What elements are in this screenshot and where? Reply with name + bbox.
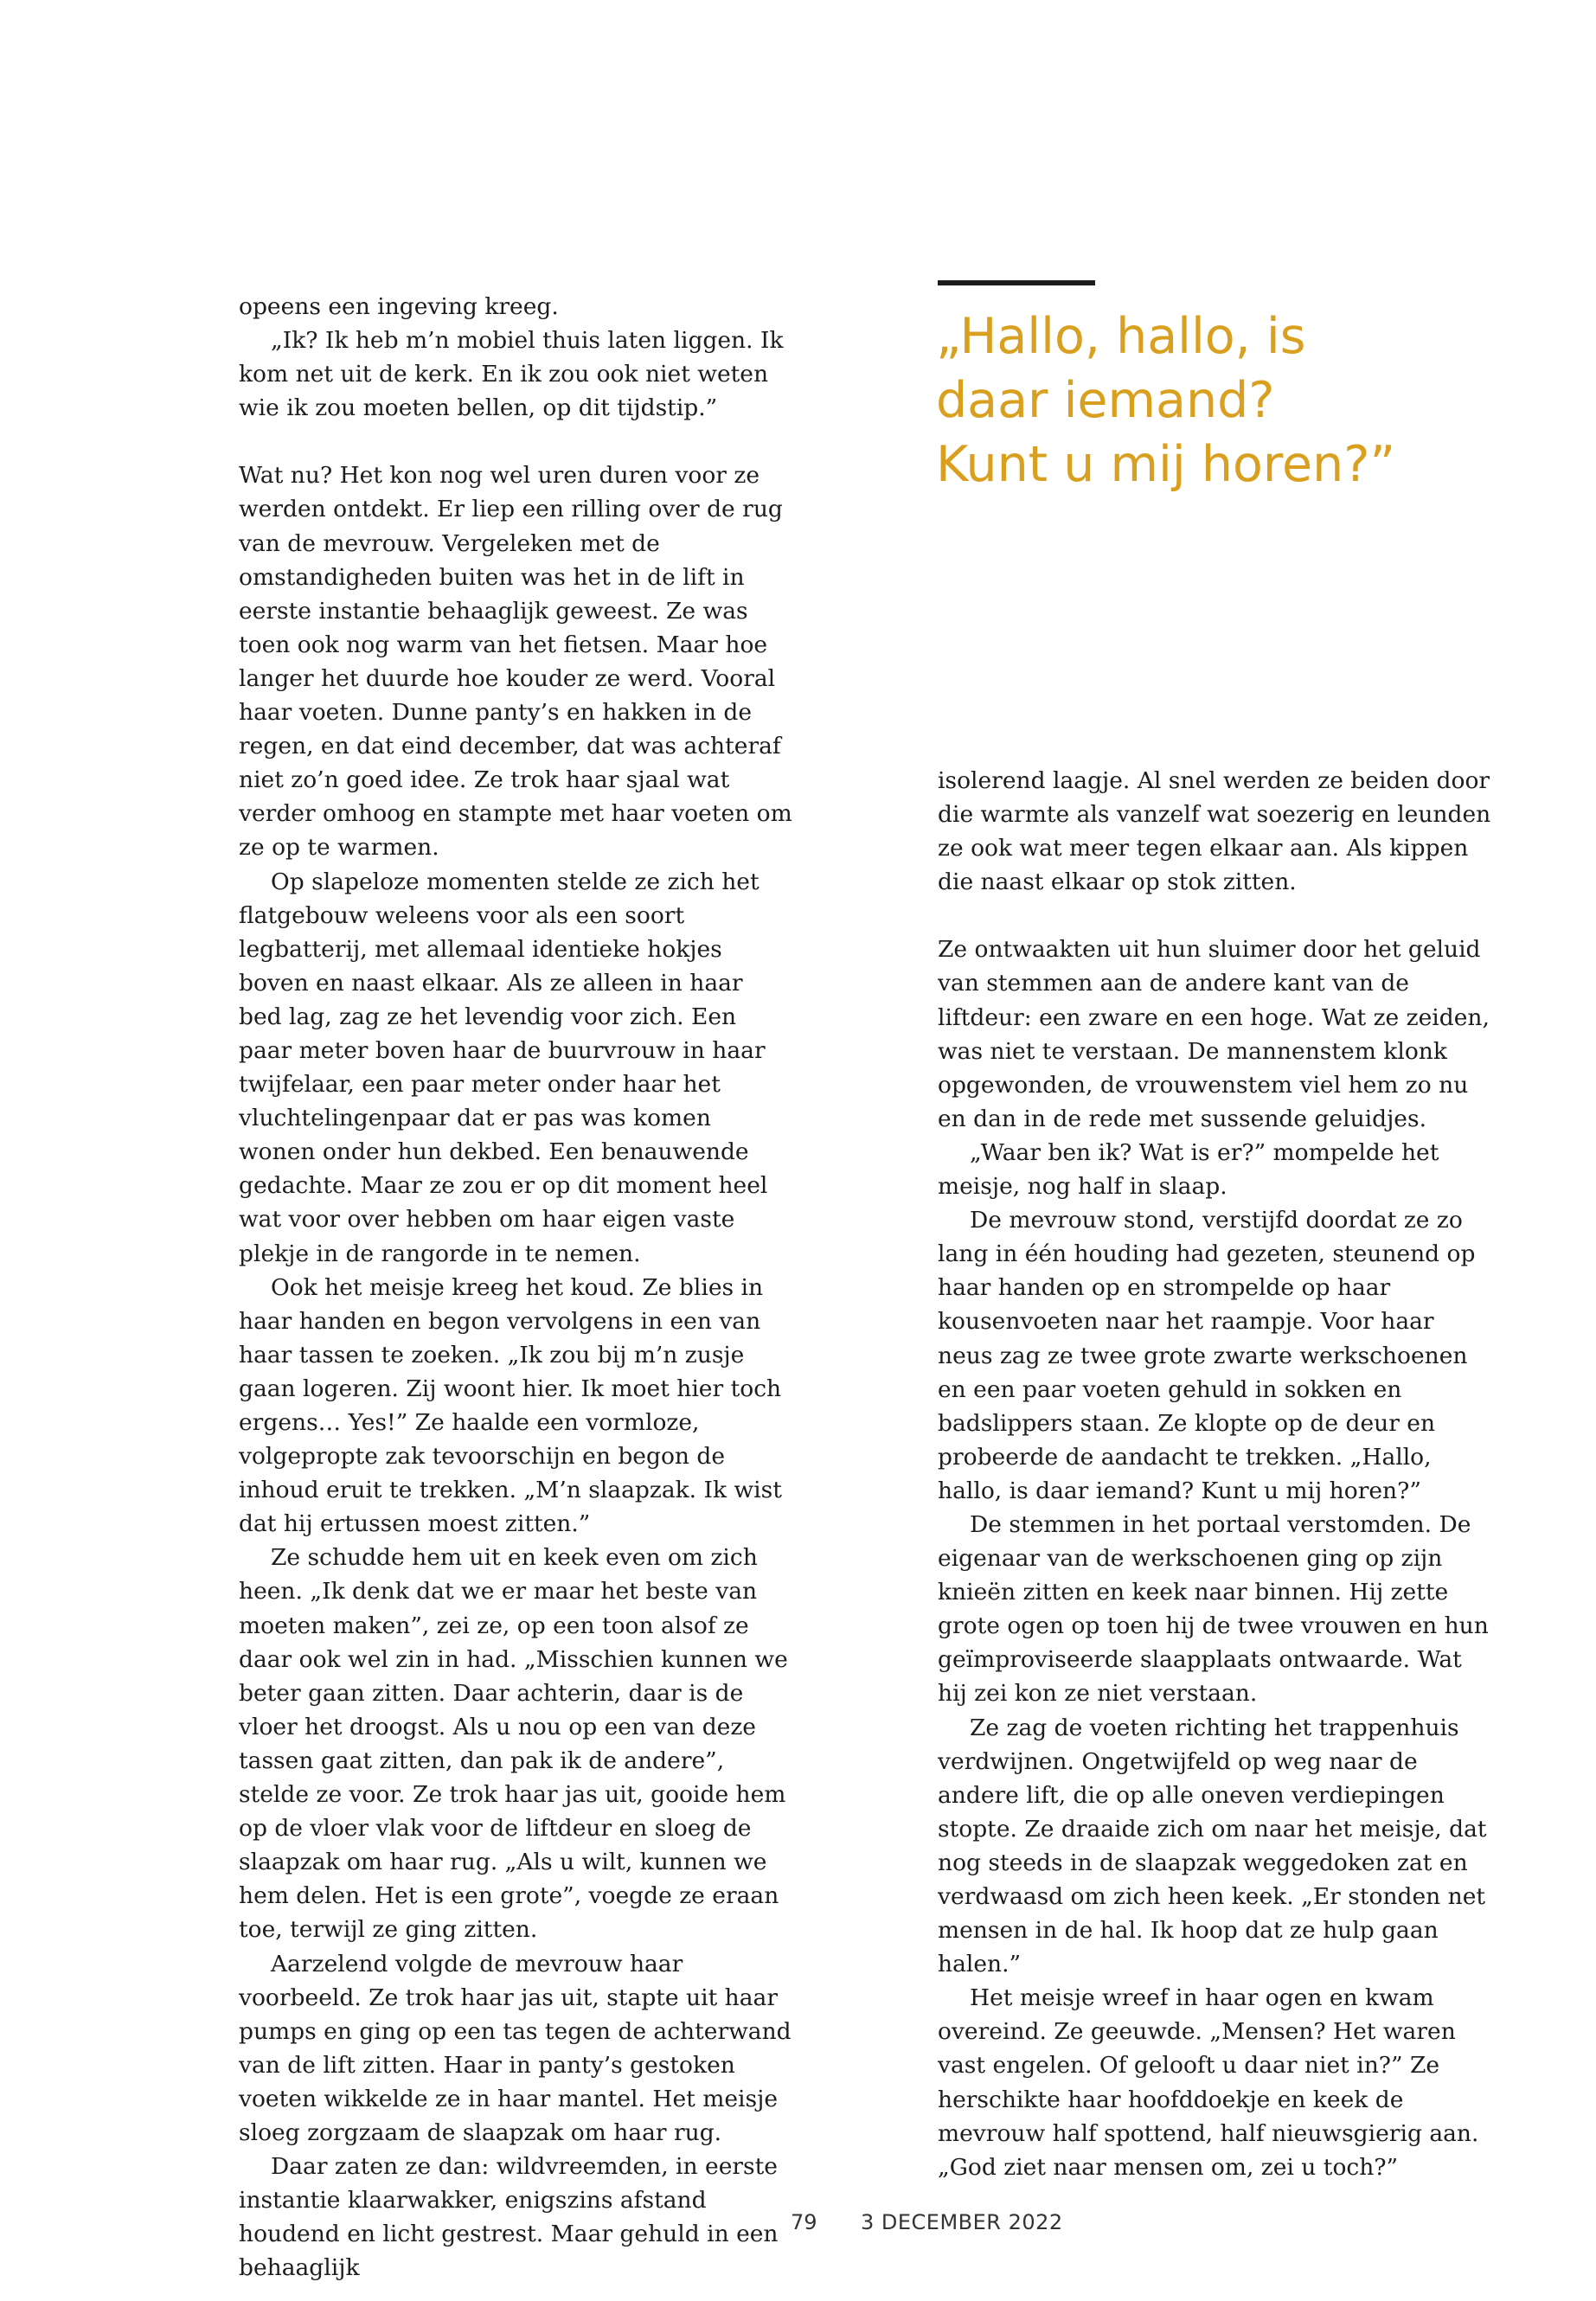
- paragraph: Ze schudde hem uit en keek even om zich heen. „Ik denk dat we er maar het beste van moeten maken”, zei ze, op een toon alsof ze daar ook wel zin in had. „Misschien kunnen we beter gaan zitten. Daar achterin, daar is de vloer het droogst. Als u nou op een van deze tassen gaat zitten, dan pak ik de andere”, stelde ze voor. Ze trok haar jas uit, gooide hem op de vloer vlak voor de liftdeur en sloeg de slaapzak om haar rug. „Als u wilt, kunnen we hem delen. Het is een grote”, voegde ze eraan toe, terwijl ze ging zitten.: [239, 1544, 788, 1944]
- paragraph: Op slapeloze momenten stelde ze zich het flatgebouw weleens voor als een soort legbatterij, met allemaal identieke hokjes boven en naast elkaar. Als ze alleen in haar bed lag, zag ze het levendig voor zich. Een paar meter boven haar de buurvrouw in haar twijfelaar, een paar meter onder haar het vluchtelingenpaar dat er pas was komen wonen onder hun dekbed. Een benauwende gedachte. Maar ze zou er op dit moment heel wat voor over hebben om haar eigen vaste plekje in de rangorde in te nemen.: [239, 868, 768, 1267]
- paragraph: De mevrouw stond, verstijfd doordat ze zo lang in één houding had gezeten, steunend op haar handen op en strompelde op haar kousenvoeten naar het raampje. Voor haar neus zag ze twee grote zwarte werkschoenen en een paar voeten gehuld in sokken en badslippers staan. Ze klopte op de deur en probeerde de aandacht te trekken. „Hallo, hallo, is daar iemand? Kunt u mij horen?”: [938, 1207, 1476, 1504]
- article-column-right: [938, 764, 1491, 2184]
- pull-quote-line: Kunt u mij horen?”: [936, 436, 1395, 493]
- paragraph: Daar zaten ze dan: wildvreemden, in eerste instantie klaarwakker, enigszins afstand houdend en licht gestrest. Maar gehuld in een behaaglijk: [239, 2153, 779, 2282]
- page-number: 79: [791, 2210, 817, 2234]
- paragraph: isolerend laagje. Al snel werden ze beiden door die warmte als vanzelf wat soezerig en leunden ze ook wat meer tegen elkaar aan. Als kippen die naast elkaar op stok zitten.: [938, 767, 1491, 896]
- pull-quote: [936, 304, 1420, 497]
- issue-date: 3 DECEMBER 2022: [861, 2210, 1063, 2234]
- paragraph: Aarzelend volgde de mevrouw haar voorbeeld. Ze trok haar jas uit, stapte uit haar pumps en ging op een tas tegen de achterwand van de lift zitten. Haar in panty’s gestoken voeten wikkelde ze in haar mantel. Het meisje sloeg zorgzaam de slaapzak om haar rug.: [239, 1950, 792, 2146]
- paragraph: Wat nu? Het kon nog wel uren duren voor ze werden ontdekt. Er liep een rilling over de rug van de mevrouw. Vergeleken met de omstandigheden buiten was het in de lift in eerste instantie behaaglijk geweest. Ze was toen ook nog warm van het fietsen. Maar hoe langer het duurde hoe kouder ze werd. Vooral haar voeten. Dunne panty’s en hakken in de regen, en dat eind december, dat was achteraf niet zo’n goed idee. Ze trok haar sjaal wat verder omhoog en stampte met haar voeten om ze op te warmen.: [239, 462, 792, 862]
- paragraph: „Ik? Ik heb m’n mobiel thuis laten liggen. Ik kom net uit de kerk. En ik zou ook niet weten wie ik zou moeten bellen, op dit tijdstip.”: [239, 327, 784, 422]
- pull-quote-line: daar iemand?: [936, 372, 1275, 429]
- paragraph: Ze ontwaakten uit hun sluimer door het geluid van stemmen aan de andere kant van de liftdeur: een zware en een hoge. Wat ze zeiden, was niet te verstaan. De mannenstem klonk opgewonden, de vrouwenstem viel hem zo nu en dan in de rede met sussende geluidjes.: [938, 936, 1490, 1132]
- paragraph: opeens een ingeving kreeg.: [239, 293, 559, 320]
- article-column-left: [239, 290, 792, 2285]
- paragraph: „Waar ben ik? Wat is er?” mompelde het meisje, nog half in slaap.: [938, 1138, 1439, 1201]
- paragraph: De stemmen in het portaal verstomden. De eigenaar van de werkschoenen ging op zijn knieën zitten en keek naar binnen. Hij zette grote ogen op toen hij de twee vrouwen en hun geïmproviseerde slaapplaats ontwaarde. Wat hij zei kon ze niet verstaan.: [938, 1510, 1489, 1708]
- paragraph: Ook het meisje kreeg het koud. Ze blies in haar handen en begon vervolgens in een van haar tassen te zoeken. „Ik zou bij m’n zusje gaan logeren. Zij woont hier. Ik moet hier toch ergens… Yes!” Ze haalde een vormloze, volgepropte zak tevoorschijn en begon de inhoud eruit te trekken. „M’n slaapzak. Ik wist dat hij ertussen moest zitten.”: [239, 1273, 782, 1538]
- paragraph: Het meisje wreef in haar ogen en kwam overeind. Ze geeuwde. „Mensen? Het waren vast engelen. Of gelooft u daar niet in?” Ze herschikte haar hoofddoekje en keek de mevrouw half spottend, half nieuwsgierig aan. „God ziet naar mensen om, zei u toch?”: [938, 1984, 1479, 2181]
- pull-quote-line: „Hallo, hallo, is: [936, 308, 1306, 365]
- paragraph: Ze zag de voeten richting het trappenhuis verdwijnen. Ongetwijfeld op weg naar de andere lift, die op alle oneven verdiepingen stopte. Ze draaide zich om naar het meisje, dat nog steeds in de slaapzak weggedoken zat en verdwaasd om zich heen keek. „Er stonden net mensen in de hal. Ik hoop dat ze hulp gaan halen.”: [938, 1714, 1487, 1978]
- quote-rule: [938, 280, 1095, 285]
